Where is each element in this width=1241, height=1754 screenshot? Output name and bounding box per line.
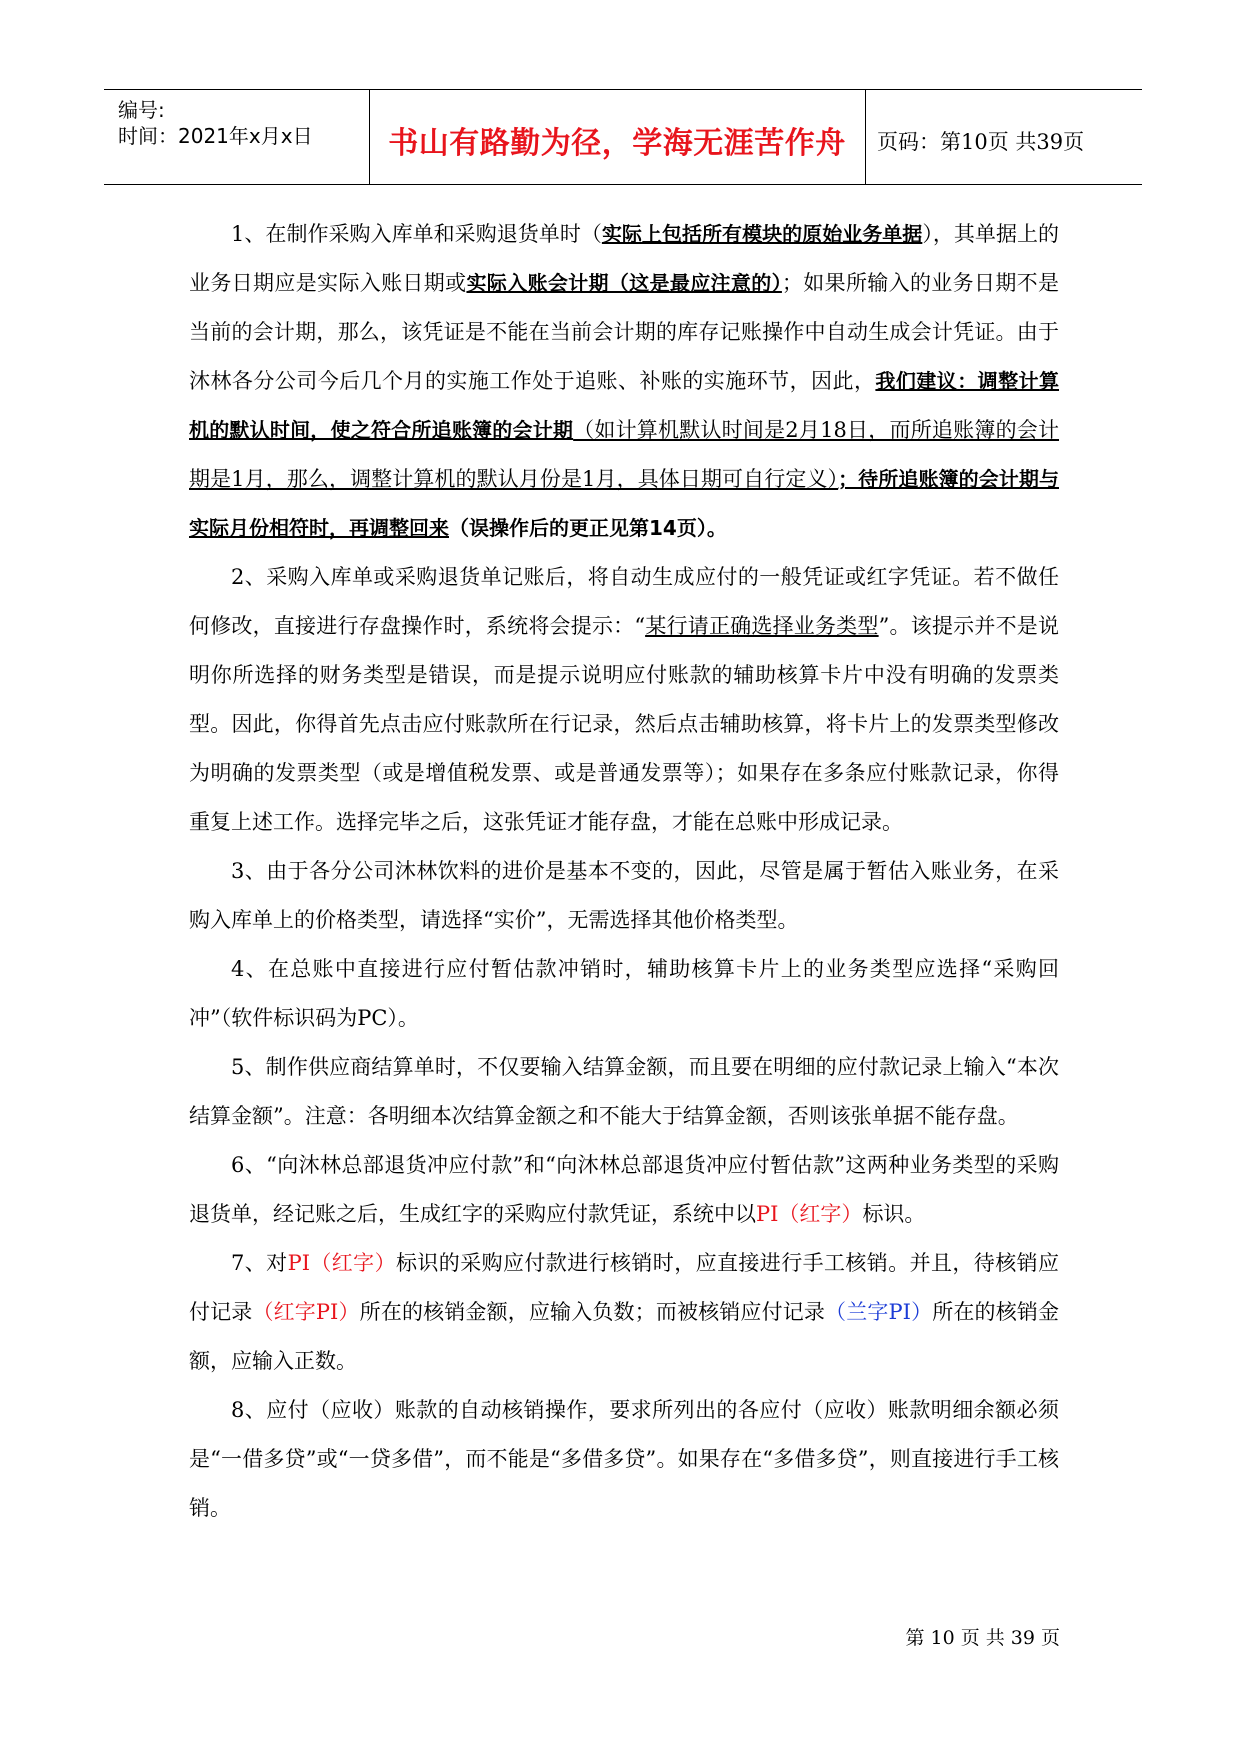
header-motto-cell xyxy=(369,90,866,184)
p6-text-c: 标识。 xyxy=(862,1202,926,1226)
p1-example-note: （如计算机默认时间是2月18日，而所追账簿的会计期是1月，那么，调整计算机的默认月份是1月，具体日期可自行定义） xyxy=(189,418,1060,491)
p1-emphasis-suggestion: 我们建议：调整计算机的默认时间，使之符合所追账簿的会计期 xyxy=(189,369,1060,442)
p7-text-c: 标识的采购应付款进行核销时，应直接进行手工核销。并且，待核销应付记录 xyxy=(189,1251,1059,1324)
p2-text-a: 2、采购入库单或采购退货单记账后，将自动生成应付的一般凭证或红字凭证。若不做任何修改，直接进行存盘操作时，系统将会提示：“ xyxy=(189,565,1059,638)
p7-text-a: 7、对 xyxy=(231,1251,288,1275)
p1-emphasis-modules: 实际上包括所有模块的原始业务单据 xyxy=(601,222,923,246)
paragraph-5: 5、制作供应商结算单时，不仅要输入结算金额，而且要在明细的应付款记录上输入“本次结算金额”。注意：各明细本次结算金额之和不能大于结算金额，否则该张单据不能存盘。 xyxy=(189,1055,1059,1128)
document-body xyxy=(189,210,1059,1533)
p1-emphasis-period: 实际入账会计期（这是最应注意的） xyxy=(466,271,782,295)
paragraph-7 xyxy=(189,1239,1059,1386)
p7-text-g: 所在的核销金额，应输入正数。 xyxy=(189,1300,1060,1373)
p6-red-pi-tag: PI（红字） xyxy=(756,1202,863,1226)
time-label: 时间：2021年x月x日 xyxy=(118,124,313,148)
paragraph-3: 3、由于各分公司沐林饮料的进价是基本不变的，因此，尽管是属于暂估入账业务，在采购入库单上的价格类型，请选择“实价”，无需选择其他价格类型。 xyxy=(189,859,1059,932)
p6-text-a: 6、“向沐林总部退货冲应付款”和“向沐林总部退货冲应付暂估款”这两种业务类型的采购退货单，经记账之后，生成红字的采购应付款凭证，系统中以 xyxy=(189,1153,1059,1226)
p1-text-c: ），其单据上的业务日期应是实际入账日期或 xyxy=(189,222,1060,295)
paragraph-2 xyxy=(189,553,1059,847)
p1-correction-ref: （误操作后的更正见第14页）。 xyxy=(449,516,727,540)
p1-text-a: 1、在制作采购入库单和采购退货单时（ xyxy=(231,222,602,246)
header-right-cell xyxy=(865,90,1142,184)
p7-blue-pi-record: （兰字PI） xyxy=(825,1300,933,1324)
p2-system-prompt: 某行请正确选择业务类型 xyxy=(645,614,879,638)
paragraph-4: 4、在总账中直接进行应付暂估款冲销时，辅助核算卡片上的业务类型应选择“采购回冲”（软件标识码为PC）。 xyxy=(189,957,1059,1030)
p7-text-e: 所在的核销金额，应输入负数；而被核销应付记录 xyxy=(359,1300,826,1324)
p1-emphasis-restore: ；待所追账簿的会计期与实际月份相符时，再调整回来 xyxy=(189,467,1059,540)
motto: 书山有路勤为径，学海无涯苦作舟 xyxy=(388,126,846,161)
paragraph-1 xyxy=(189,210,1059,553)
paragraph-8: 8、应付（应收）账款的自动核销操作，要求所列出的各应付（应收）账款明细余额必须是“一借多贷”或“一贷多借”，而不能是“多借多贷”。如果存在“多借多贷”，则直接进行手工核销。 xyxy=(189,1398,1059,1520)
header-left-cell xyxy=(104,90,370,184)
page-footer: 第 10 页 共 39 页 xyxy=(905,1627,1060,1649)
number-label: 编号: xyxy=(118,98,165,122)
header-page-info: 页码：第10页 共39页 xyxy=(877,130,1085,154)
paragraph-6 xyxy=(189,1141,1059,1239)
p1-text-e: ；如果所输入的业务日期不是当前的会计期，那么，该凭证是不能在当前会计期的库存记账操作中自动生成会计凭证。由于沐林各分公司今后几个月的实施工作处于追账、补账的实施环节，因此， xyxy=(189,271,1060,393)
p7-red-pi-tag: PI（红字） xyxy=(287,1251,396,1275)
document-header xyxy=(104,89,1142,185)
p2-text-c: ”。该提示并不是说明你所选择的财务类型是错误，而是提示说明应付账款的辅助核算卡片中没有明确的发票类型。因此，你得首先点击应付账款所在行记录，然后点击辅助核算，将卡片上的发票类型修改为明确的发票类型（或是增值税发票、或是普通发票等）；如果存在多条应付账款记录，你得重复上述工作。选择完毕之后，这张凭证才能存盘，才能在总账中形成记录。 xyxy=(189,614,1060,834)
p7-red-pi-record: （红字PI） xyxy=(252,1300,360,1324)
